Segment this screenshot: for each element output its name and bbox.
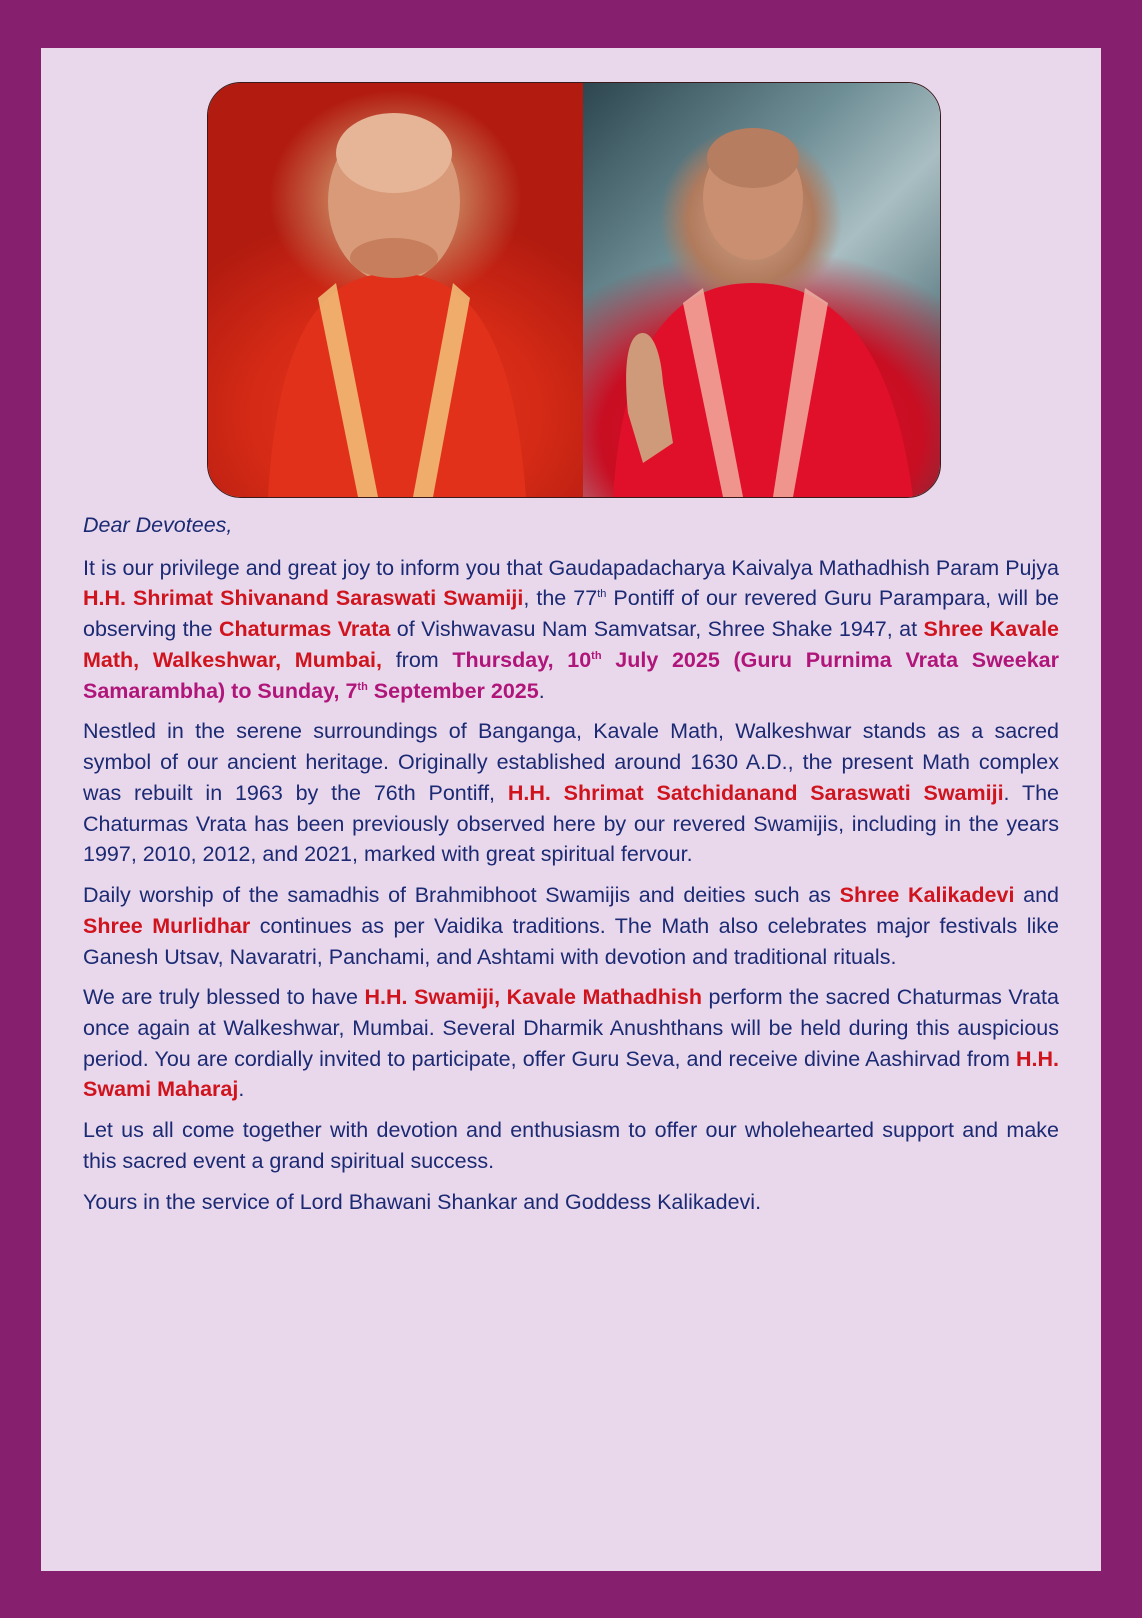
highlight-kalikadevi: Shree Kalikadevi: [839, 883, 1015, 908]
highlight-pontiff-name: H.H. Shrimat Shivanand Saraswati Swamiji: [83, 586, 524, 611]
paragraph-worship: Daily worship of the samadhis of Brahmibhoot Swamijis and deities such as Shree Kalikadevi and Shree Murlidhar continues as per Vaidika traditions. The Math also celebrates major festivals like Ganesh Utsav, Navaratri, Panchami, and Ashtami with devotion and traditional rituals.: [83, 883, 1059, 969]
swamiji-photos: [207, 82, 941, 498]
photo-elder-swamiji: [208, 83, 583, 497]
paragraph-invitation: It is our privilege and great joy to inform you that Gaudapadacharya Kaivalya Mathadhish Param Pujya H.H. Shrimat Shivanand Saraswati Swamiji, the 77th Pontiff of our revered Guru Parampara, will be observing the Chaturmas Vrata of Vishwavasu Nam Samvatsar, Shree Shake 1947, at Shree Kavale Math, Walkeshwar, Mumbai, from Thursday, 10th July 2025 (Guru Purnima Vrata Sweekar Samarambha) to Sunday, 7th September 2025.: [83, 555, 1059, 703]
photo-current-swamiji: [583, 83, 940, 497]
paragraph-appeal: Let us all come together with devotion and enthusiasm to offer our wholehearted support and make this sacred event a grand spiritual success.: [83, 1118, 1059, 1173]
current-swamiji-illustration: [583, 83, 940, 497]
paragraph-history: Nestled in the serene surroundings of Banganga, Kavale Math, Walkeshwar stands as a sacred symbol of our ancient heritage. Originally established around 1630 A.D., the present Math complex was rebuilt in 1963 by the 76th Pontiff, H.H. Shrimat Satchidanand Saraswati Swamiji. The Chaturmas Vrata has been previously observed here by our revered Swamijis, including in the years 1997, 2010, 2012, and 2021, marked with great spiritual fervour.: [83, 719, 1059, 867]
highlight-mathadhish: H.H. Swamiji, Kavale Mathadhish: [364, 985, 702, 1010]
highlight-76th-pontiff: H.H. Shrimat Satchidanand Saraswati Swamiji: [507, 780, 1004, 805]
highlight-venue: Shree Kavale Math, Walkeshwar, Mumbai,: [83, 617, 1059, 672]
highlight-dates: Thursday, 10th July 2025 (Guru Purnima Vrata Sweekar Samarambha) to Sunday, 7th September 2025: [83, 647, 1059, 703]
highlight-murlidhar: Shree Murlidhar: [83, 913, 251, 938]
elder-swamiji-illustration: [208, 83, 583, 497]
greeting: Dear Devotees,: [83, 513, 233, 537]
closing-line: Yours in the service of Lord Bhawani Shankar and Goddess Kalikadevi.: [83, 1189, 762, 1214]
letter-body: [83, 510, 1059, 1227]
letter-page: [41, 48, 1101, 1571]
highlight-chaturmas: Chaturmas Vrata: [218, 617, 391, 642]
highlight-swami-maharaj: H.H. Swami Maharaj: [83, 1046, 1059, 1102]
paragraph-blessing: We are truly blessed to have H.H. Swamiji, Kavale Mathadhish perform the sacred Chaturmas Vrata once again at Walkeshwar, Mumbai. Several Dharmik Anushthans will be held during this auspicious period. You are cordially invited to participate, offer Guru Seva, and receive divine Aashirvad from H.H. Swami Maharaj.: [83, 985, 1059, 1102]
